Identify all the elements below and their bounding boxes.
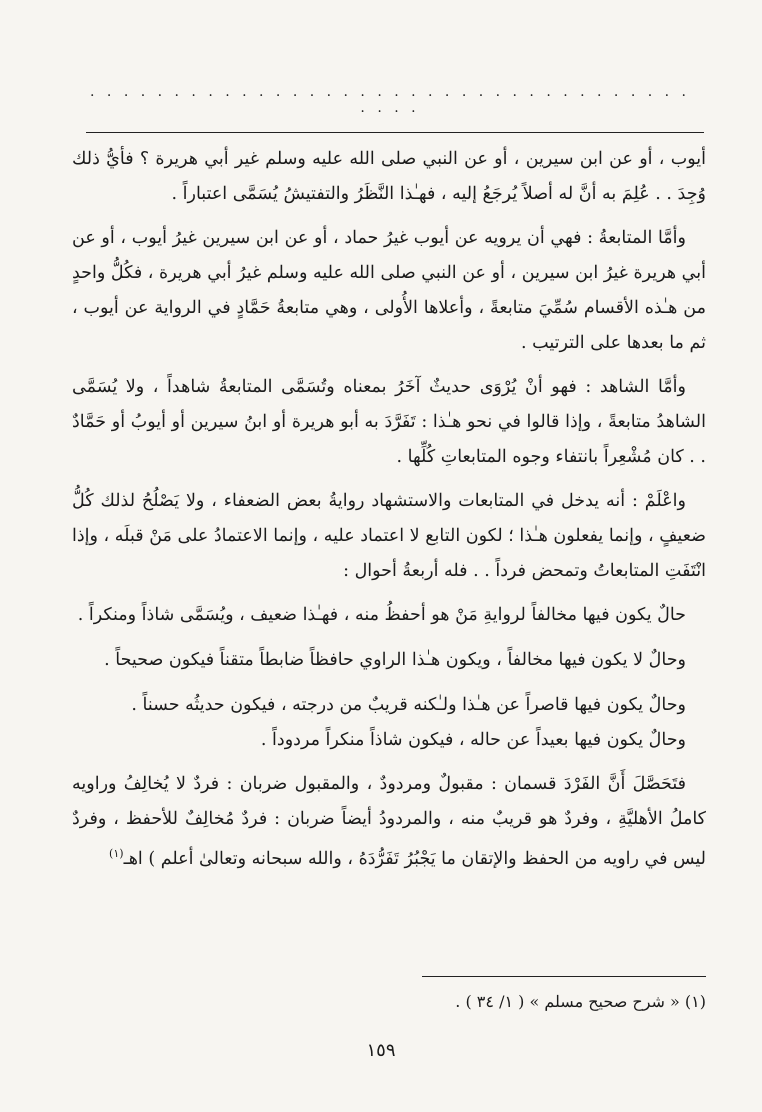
paragraph: واعْلَمْ : أنه يدخل في المتابعات والاستشهاد روايةُ بعض الضعفاء ، ولا يَصْلُحُ لذلك كُلُّ ضعيفٍ ، وإنما يفعلون هـٰذا ؛ لكون التابع لا اعتماد عليه ، وإنما الاعتمادُ على مَنْ قبلَه ، وإذا انْتَفَتِ المتابعاتُ وتمحض فرداً . . فله أربعةُ أحوال :: [72, 491, 706, 581]
paragraph: أيوب ، أو عن ابن سيرين ، أو عن النبي صلى الله عليه وسلم غير أبي هريرة ؟ فأيُّ ذلك وُجِدَ . . عُلِمَ به أنَّ له أصلاً يُرجَعُ إليه ، فهـٰذا النَّظَرُ والتفتيشُ يُسَمَّى اعتباراً .: [72, 149, 706, 204]
paragraph: وحالٌ لا يكون فيها مخالفاً ، ويكون هـٰذا الراوي حافظاً ضابطاً متقناً فيكون صحيحاً .: [104, 650, 686, 671]
paragraph: حالٌ يكون فيها مخالفاً لروايةِ مَنْ هو أحفظُ منه ، فهـٰذا ضعيف ، ويُسَمَّى شاذاً ومنكراً .: [77, 605, 686, 626]
header-rule: [86, 132, 704, 133]
footnote: (١) « شرح صحيح مسلم » ( ١/ ٣٤ ) .: [455, 992, 706, 1011]
page-number: ١٥٩: [366, 1040, 396, 1061]
paragraph: وحالٌ يكون فيها قاصراً عن هـٰذا ولـٰكنه قريبٌ من درجته ، فيكون حديثُه حسناً .: [131, 694, 686, 715]
paragraph: وأمَّا المتابعةُ : فهي أن يرويه عن أيوب غيرُ حماد ، أو عن ابن سيرين غيرُ أيوب ، أو عن أبي هريرة غيرُ ابن سيرين ، أو عن النبي صلى الله عليه وسلم غيرُ أبي هريرة ، فكُلُّ واحدٍ من هـٰذه الأقسام سُمِّيَ متابعةً ، وأعلاها الأُولى ، وهي متابعةُ حَمَّادٍ في الرواية عن أيوب ، ثم ما بعدها على الترتيب .: [72, 228, 706, 353]
main-text: [72, 142, 706, 886]
paragraph: وحالٌ يكون فيها بعيداً عن حاله ، فيكون شاذاً منكراً مردوداً .: [260, 729, 686, 750]
paragraph-text: فتَحَصَّلَ أَنَّ الفَرْدَ قسمان : مقبولٌ ومردودٌ ، والمقبول ضربان : فردٌ لا يُخالِفُ وراويه كاملُ الأهليَّةِ ، وفردٌ هو قريبٌ منه ، والمردودُ أيضاً ضربان : فردٌ مُخالِفٌ للأحفظ ، وفردٌ ليس في راويه من الحفظ والإتقان ما يَجْبُرُ تَفَرُّدَهُ ، والله سبحانه وتعالىٰ أعلم ) اهـ: [72, 774, 706, 869]
paragraph: وأمَّا الشاهد : فهو أنْ يُرْوَى حديثٌ آخَرُ بمعناه وتُسَمَّى المتابعةُ شاهداً ، ولا يُسَمَّى الشاهدُ متابعةً ، وإذا قالوا في نحو هـٰذا : تَفَرَّدَ به أبو هريرة أو ابنُ سيرين أو أيوبُ أو حَمَّادٌ . . كان مُشْعِراً بانتفاء وجوه المتابعاتِ كُلِّها .: [72, 377, 706, 467]
footnote-rule: [422, 976, 706, 977]
paragraph: [72, 767, 706, 876]
header-dots: . . . . . . . . . . . . . . . . . . . . . . . . . . . . . . . . . . . . . . . .: [90, 84, 690, 116]
footnote-marker: (١): [109, 846, 124, 860]
